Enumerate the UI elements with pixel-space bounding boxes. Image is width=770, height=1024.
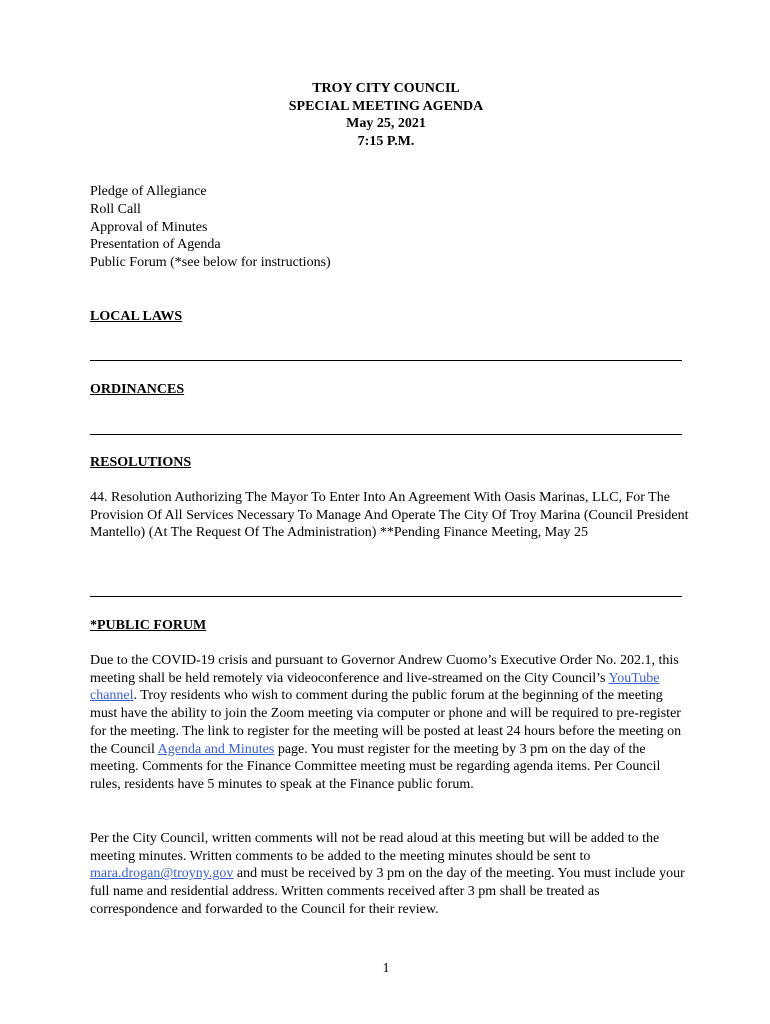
public-forum-paragraph-2 (90, 830, 690, 919)
forum-text: Due to the COVID-19 crisis and pursuant to Governor Andrew Cuomo’s Executive Order No. 202.1, this meeting shall be held remotely via videoconference and live-streamed on the City Council’s (90, 653, 679, 686)
meeting-date: May 25, 2021 (346, 116, 426, 131)
page-number: 1 (382, 961, 390, 976)
agenda-item: Roll Call (90, 201, 141, 217)
council-name: TROY CITY COUNCIL (312, 81, 460, 96)
public-forum-paragraph-1 (90, 652, 690, 794)
agenda-header (90, 80, 682, 150)
resolution-44: 44. Resolution Authorizing The Mayor To Enter Into An Agreement With Oasis Marinas, LLC, For The Provision Of All Services Necessary To Manage And Operate The City Of Troy Marina (Council President Mantello) (At The Request Of The Administration) **Pending Finance Meeting, May 25 (90, 490, 689, 541)
meeting-type: SPECIAL MEETING AGENDA (288, 98, 484, 114)
forum-text: and must be received by 3 pm on the day of the meeting. You must include your full name and residential address. Written comments received after 3 pm shall be treated as correspondence and forwarded to the Council for their review. (90, 866, 685, 917)
meeting-time: 7:15 P.M. (357, 133, 415, 149)
local-laws-heading: LOCAL LAWS (90, 309, 183, 324)
section-divider (90, 596, 682, 597)
forum-text: Per the City Council, written comments will not be read aloud at this meeting but will be added to the meeting minutes. Written comments to be added to the meeting minutes should be sent to (90, 831, 660, 864)
forum-text: page. You must register for the meeting by 3 pm on the day of the meeting. Comments for the Finance Committee meeting must be regarding agenda items. Per Council rules, residents have 5 minutes to speak at the Finance public forum. (90, 741, 661, 792)
public-forum-heading: *PUBLIC FORUM (90, 618, 207, 633)
document-page (90, 0, 689, 1024)
resolutions-heading: RESOLUTIONS (90, 455, 192, 470)
email-link[interactable]: mara.drogan@troyny.gov (90, 866, 234, 882)
section-divider (90, 434, 682, 435)
agenda-item: Public Forum (*see below for instructions) (90, 255, 331, 271)
agenda-item: Approval of Minutes (90, 219, 208, 235)
section-divider (90, 360, 682, 361)
agenda-item: Pledge of Allegiance (90, 184, 207, 199)
youtube-channel-link[interactable]: YouTube channel (90, 670, 660, 704)
agenda-list (90, 183, 331, 272)
agenda-item: Presentation of Agenda (90, 237, 221, 253)
ordinances-heading: ORDINANCES (90, 382, 185, 397)
agenda-minutes-link[interactable]: Agenda and Minutes (157, 741, 275, 757)
forum-text: . Troy residents who wish to comment during the public forum at the beginning of the meeting must have the ability to join the Zoom meeting via computer or phone and will be required to pre-register for the meeting. The link to register for the meeting will be posted at least 24 hours before the meeting on the Council (90, 688, 682, 757)
